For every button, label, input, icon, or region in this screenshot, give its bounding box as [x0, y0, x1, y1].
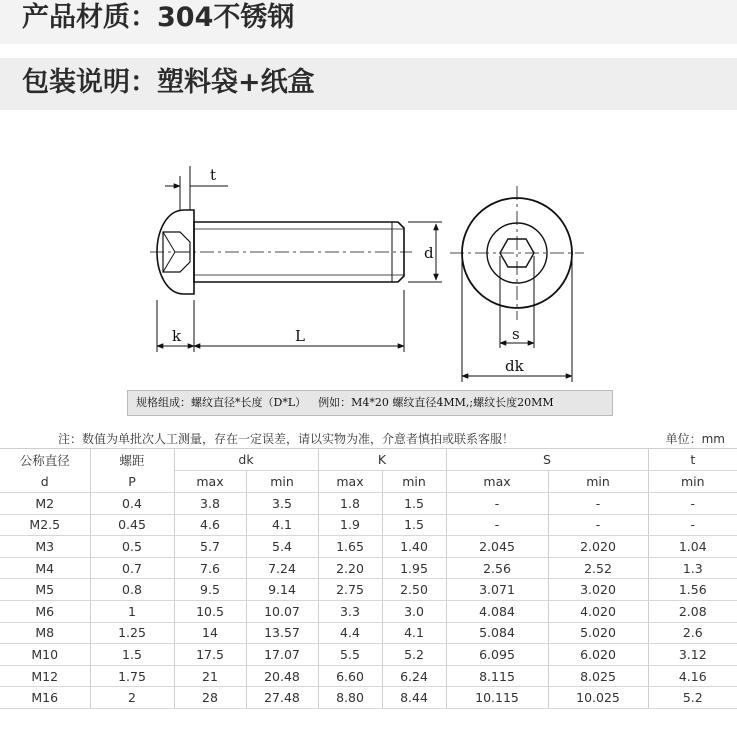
table-row — [0, 644, 737, 666]
dimension-table-section — [0, 426, 737, 709]
cell-dk-max: 21 — [174, 665, 246, 687]
cell-d: M16 — [0, 687, 90, 709]
cell-dk-min: 3.5 — [246, 493, 318, 515]
cell-d: M6 — [0, 600, 90, 622]
cell-k-min: 1.5 — [382, 514, 446, 536]
cell-s-min: 4.020 — [548, 600, 648, 622]
table-row — [0, 514, 737, 536]
cell-dk-max: 3.8 — [174, 493, 246, 515]
cell-s-max: - — [446, 514, 548, 536]
cell-d: M2 — [0, 493, 90, 515]
subheader-k-max: max — [318, 471, 382, 493]
label-k: k — [172, 327, 182, 345]
cell-s-min: 10.025 — [548, 687, 648, 709]
table-row — [0, 557, 737, 579]
table-row — [0, 600, 737, 622]
cell-t-min: 5.2 — [648, 687, 737, 709]
cell-p: 1.5 — [90, 644, 174, 666]
cell-d: M12 — [0, 665, 90, 687]
spec-example: 例如：M4*20 螺纹直径4MM,;螺纹长度20MM — [318, 396, 554, 409]
subheader-d: d — [0, 471, 90, 493]
cell-dk-min: 9.14 — [246, 579, 318, 601]
cell-s-max: 10.115 — [446, 687, 548, 709]
material-banner — [0, 0, 737, 44]
material-text: 产品材质：304不锈钢 — [22, 2, 295, 33]
cell-d: M10 — [0, 644, 90, 666]
cell-dk-max: 28 — [174, 687, 246, 709]
cell-p: 1 — [90, 600, 174, 622]
header-dk: dk — [174, 449, 318, 471]
subheader-s-max: max — [446, 471, 548, 493]
cell-k-max: 2.75 — [318, 579, 382, 601]
cell-p: 1.75 — [90, 665, 174, 687]
cell-d: M2.5 — [0, 514, 90, 536]
cell-dk-max: 7.6 — [174, 557, 246, 579]
cell-s-max: 8.115 — [446, 665, 548, 687]
cell-t-min: - — [648, 493, 737, 515]
table-subheader-row — [0, 471, 737, 493]
cell-k-max: 1.9 — [318, 514, 382, 536]
cell-d: M5 — [0, 579, 90, 601]
cell-k-min: 1.95 — [382, 557, 446, 579]
table-note-row — [0, 426, 737, 449]
cell-s-max: 4.084 — [446, 600, 548, 622]
spec-composition: 规格组成：螺纹直径*长度（D*L） — [136, 396, 307, 409]
label-d: d — [424, 244, 434, 262]
cell-dk-min: 27.48 — [246, 687, 318, 709]
label-L: L — [295, 327, 305, 345]
table-header-row — [0, 449, 737, 471]
cell-k-max: 6.60 — [318, 665, 382, 687]
cell-t-min: 1.56 — [648, 579, 737, 601]
cell-p: 0.8 — [90, 579, 174, 601]
subheader-dk-min: min — [246, 471, 318, 493]
label-dk: dk — [505, 357, 524, 375]
cell-k-max: 4.4 — [318, 622, 382, 644]
cell-t-min: 2.6 — [648, 622, 737, 644]
cell-dk-min: 5.4 — [246, 536, 318, 558]
cell-dk-min: 4.1 — [246, 514, 318, 536]
cell-d: M8 — [0, 622, 90, 644]
cell-dk-min: 20.48 — [246, 665, 318, 687]
cell-s-max: 6.095 — [446, 644, 548, 666]
table-row — [0, 579, 737, 601]
cell-k-max: 2.20 — [318, 557, 382, 579]
cell-dk-min: 17.07 — [246, 644, 318, 666]
header-pitch: 螺距 — [90, 449, 174, 471]
cell-dk-max: 5.7 — [174, 536, 246, 558]
cell-t-min: - — [648, 514, 737, 536]
cell-k-max: 1.65 — [318, 536, 382, 558]
cell-k-max: 3.3 — [318, 600, 382, 622]
cell-p: 0.5 — [90, 536, 174, 558]
cell-dk-max: 17.5 — [174, 644, 246, 666]
cell-s-max: 3.071 — [446, 579, 548, 601]
cell-k-min: 1.40 — [382, 536, 446, 558]
cell-s-min: - — [548, 514, 648, 536]
header-t: t — [648, 449, 737, 471]
cell-s-min: 2.52 — [548, 557, 648, 579]
unit-label: 单位：mm — [665, 432, 725, 446]
cell-dk-max: 9.5 — [174, 579, 246, 601]
packaging-banner — [0, 58, 737, 110]
measurement-note: 注：数值为单批次人工测量，存在一定误差，请以实物为准，介意者慎拍或联系客服！ — [58, 432, 515, 446]
cell-t-min: 4.16 — [648, 665, 737, 687]
header-k: K — [318, 449, 446, 471]
cell-k-min: 1.5 — [382, 493, 446, 515]
packaging-text: 包装说明：塑料袋+纸盒 — [22, 67, 315, 98]
cell-s-max: - — [446, 493, 548, 515]
cell-dk-max: 10.5 — [174, 600, 246, 622]
header-s: S — [446, 449, 648, 471]
label-t: t — [210, 166, 217, 184]
cell-dk-max: 14 — [174, 622, 246, 644]
header-nominal: 公称直径 — [0, 449, 90, 471]
table-row — [0, 493, 737, 515]
subheader-s-min: min — [548, 471, 648, 493]
cell-s-min: 3.020 — [548, 579, 648, 601]
spec-caption — [127, 390, 613, 416]
cell-t-min: 1.04 — [648, 536, 737, 558]
dimension-table — [0, 449, 737, 709]
label-s: s — [512, 325, 520, 343]
subheader-dk-max: max — [174, 471, 246, 493]
cell-s-min: - — [548, 493, 648, 515]
subheader-t-min: min — [648, 471, 737, 493]
cell-t-min: 1.3 — [648, 557, 737, 579]
cell-s-min: 5.020 — [548, 622, 648, 644]
subheader-p: P — [90, 471, 174, 493]
cell-p: 0.4 — [90, 493, 174, 515]
cell-s-min: 6.020 — [548, 644, 648, 666]
cell-k-max: 1.8 — [318, 493, 382, 515]
cell-t-min: 2.08 — [648, 600, 737, 622]
subheader-k-min: min — [382, 471, 446, 493]
table-row — [0, 687, 737, 709]
table-body — [0, 493, 737, 709]
cell-p: 2 — [90, 687, 174, 709]
cell-k-max: 8.80 — [318, 687, 382, 709]
cell-s-min: 8.025 — [548, 665, 648, 687]
cell-s-max: 5.084 — [446, 622, 548, 644]
cell-dk-min: 7.24 — [246, 557, 318, 579]
cell-k-min: 4.1 — [382, 622, 446, 644]
table-row — [0, 665, 737, 687]
cell-p: 0.7 — [90, 557, 174, 579]
cell-t-min: 3.12 — [648, 644, 737, 666]
cell-d: M4 — [0, 557, 90, 579]
cell-k-min: 8.44 — [382, 687, 446, 709]
screw-technical-drawing — [0, 150, 737, 385]
cell-k-min: 5.2 — [382, 644, 446, 666]
cell-k-min: 2.50 — [382, 579, 446, 601]
cell-dk-min: 10.07 — [246, 600, 318, 622]
cell-k-min: 6.24 — [382, 665, 446, 687]
cell-d: M3 — [0, 536, 90, 558]
cell-k-min: 3.0 — [382, 600, 446, 622]
cell-dk-max: 4.6 — [174, 514, 246, 536]
table-row — [0, 622, 737, 644]
cell-p: 1.25 — [90, 622, 174, 644]
cell-s-min: 2.020 — [548, 536, 648, 558]
cell-p: 0.45 — [90, 514, 174, 536]
cell-dk-min: 13.57 — [246, 622, 318, 644]
table-row — [0, 536, 737, 558]
cell-k-max: 5.5 — [318, 644, 382, 666]
cell-s-max: 2.045 — [446, 536, 548, 558]
cell-s-max: 2.56 — [446, 557, 548, 579]
